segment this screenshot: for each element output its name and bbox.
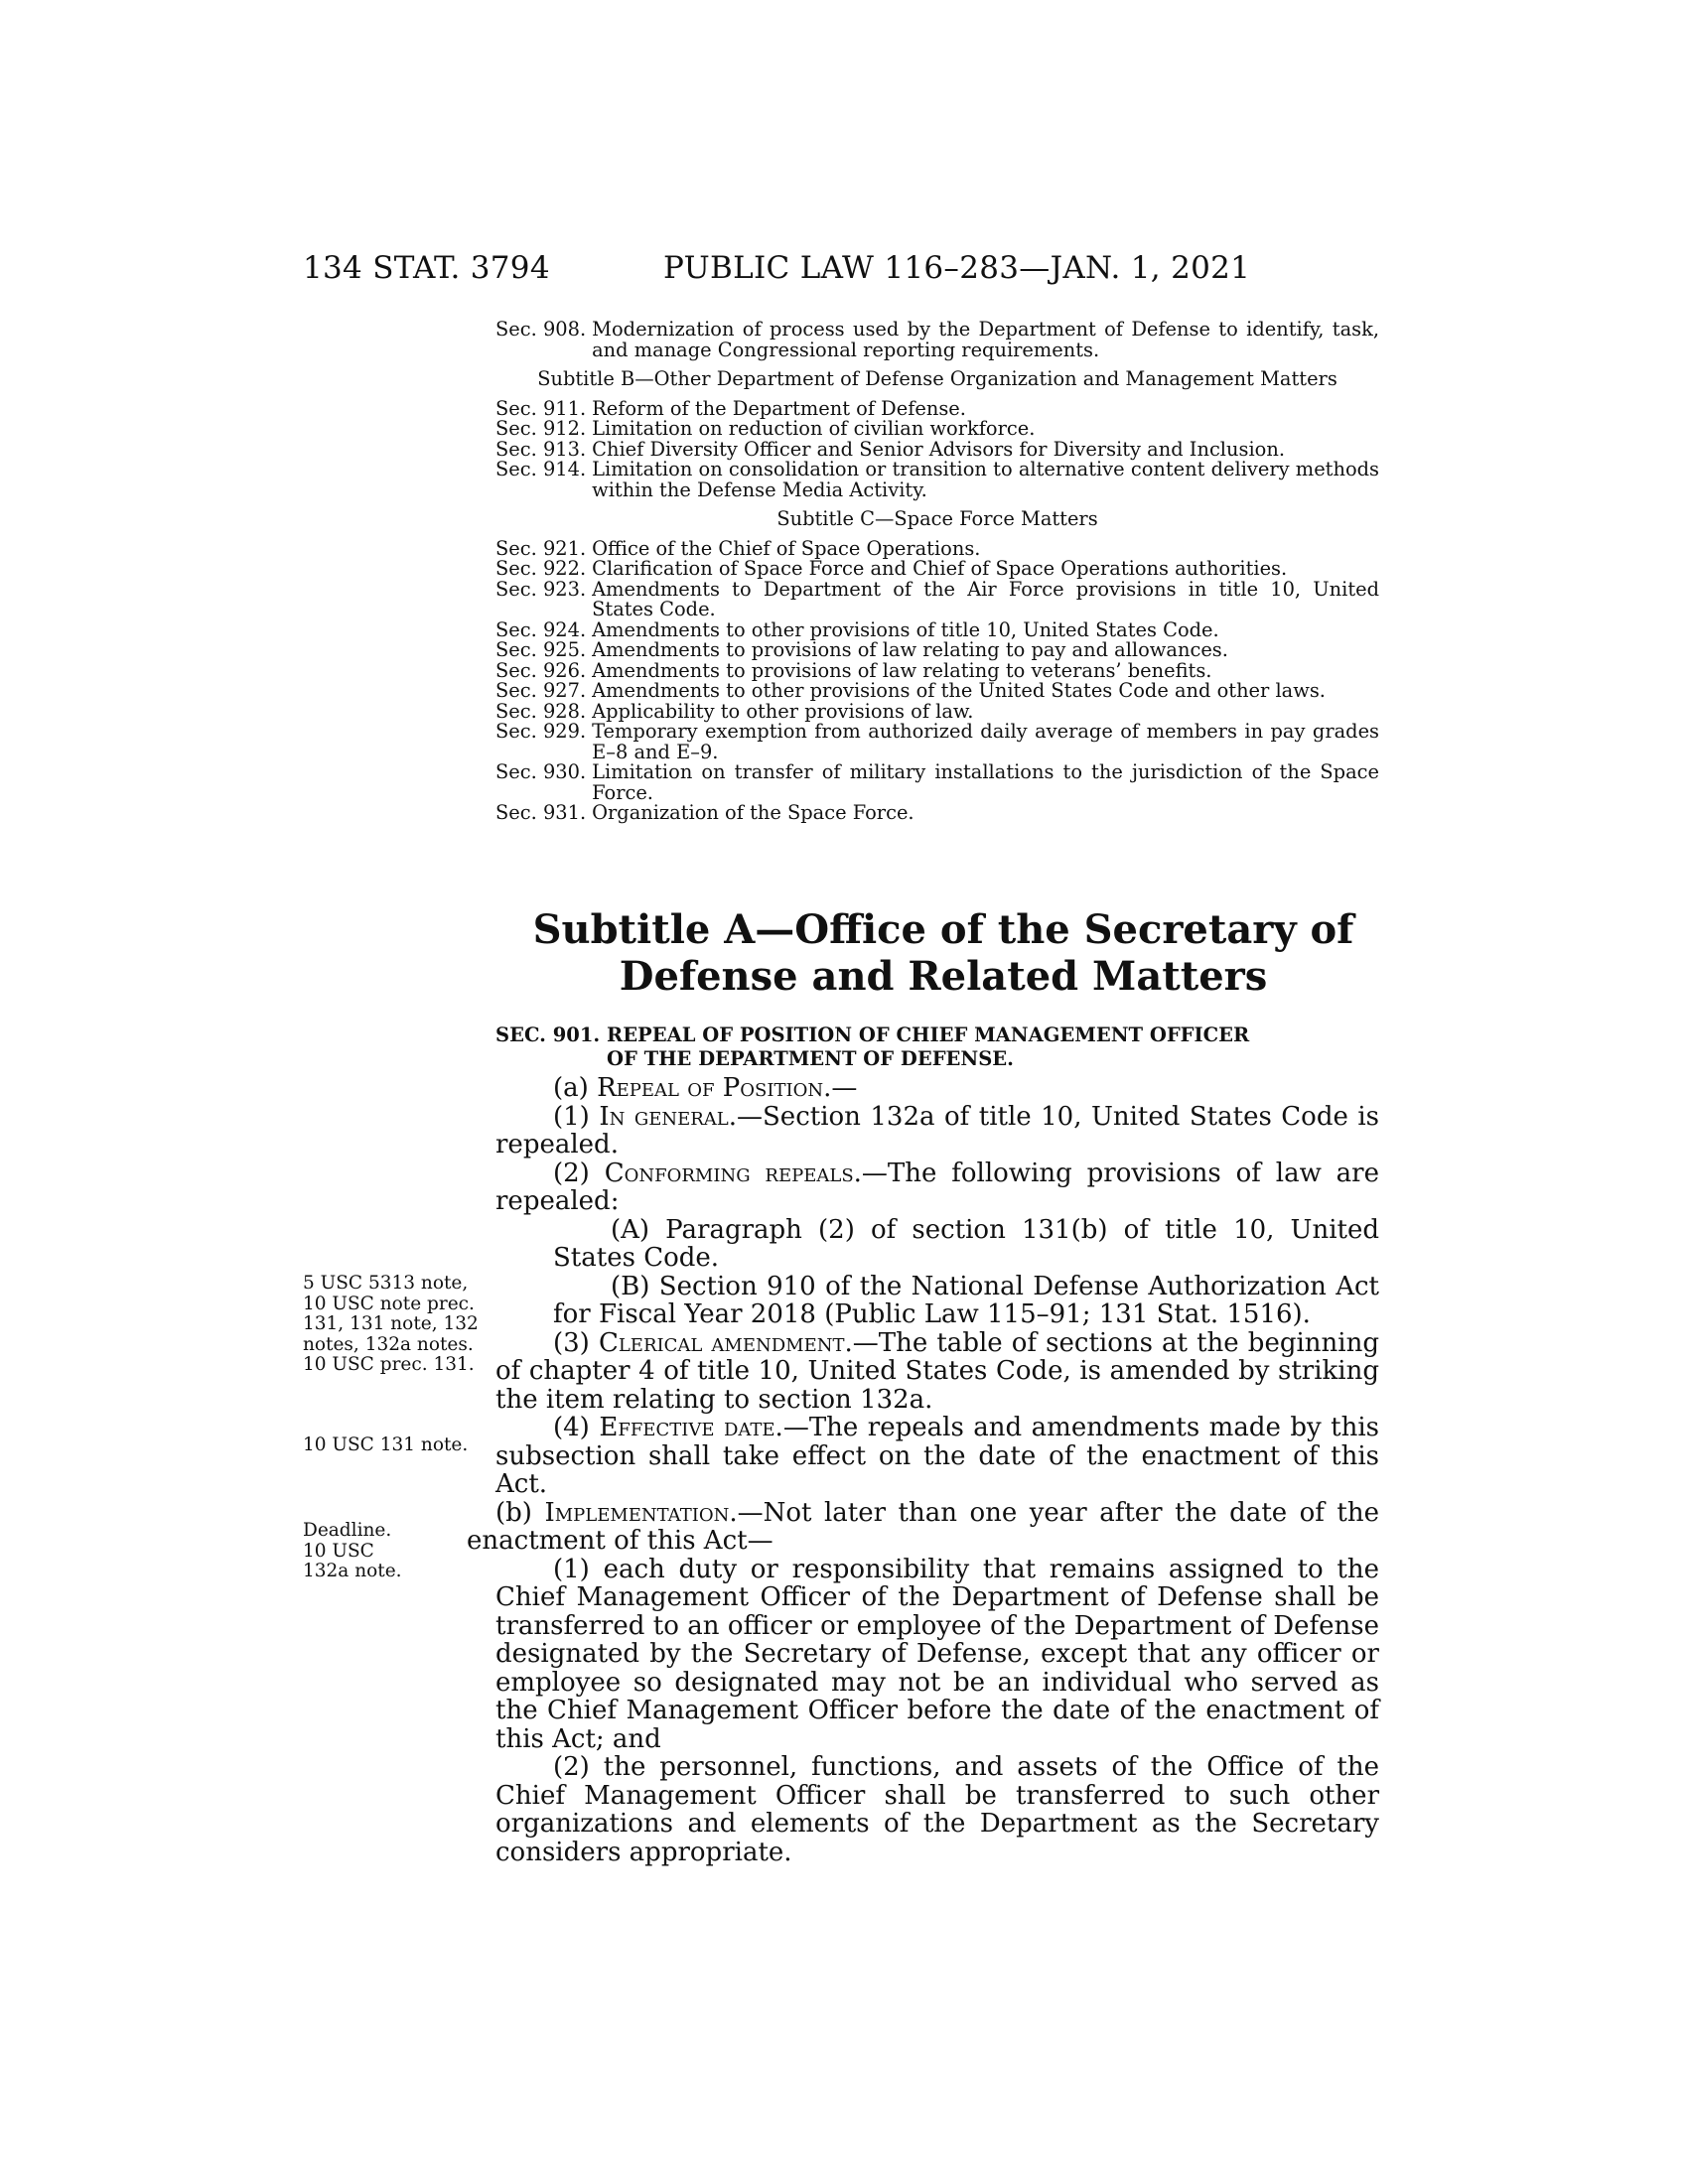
toc-entry-title: Applicability to other provisions of law.	[592, 699, 974, 723]
subsection-b	[467, 1499, 1379, 1556]
subsection-a-label: (a)	[553, 1073, 589, 1103]
toc-entry-number: Sec. 914.	[495, 458, 587, 480]
subtitle-a-line1: Subtitle A—Office of the Secretary of	[532, 906, 1354, 953]
subsection-b-paragraph-2: (2) the personnel, functions, and assets of the Office of the Chief Management Officer shall be transferred to such other organizations and elements of the Department as the Secretary considers appropriate.	[495, 1752, 1379, 1867]
toc-entry	[495, 577, 1379, 620]
paragraph-1-label: (1)	[553, 1101, 590, 1132]
toc-entry	[495, 437, 1379, 461]
paragraph-4-label: (4)	[553, 1413, 590, 1442]
toc-entry-title: Reform of the Department of Defense.	[592, 396, 966, 420]
subsection-a-head: Repeal of Position.—	[597, 1073, 858, 1103]
paragraph-4-head: Effective date.	[599, 1413, 783, 1442]
toc-entry	[495, 320, 1379, 360]
toc-entry-number: Sec. 930.	[495, 760, 587, 783]
toc-entry	[495, 559, 1379, 580]
paragraph-2-label: (2)	[553, 1158, 590, 1188]
toc-entry	[495, 396, 1379, 420]
paragraph-3-text: —The table of sections at the beginning of chapter 4 of title 10, United States Code, is amended by striking the item relating to section 132a.	[495, 1327, 1379, 1415]
subsection-a	[495, 1074, 1379, 1103]
paragraph-2-head: Conforming repeals.	[604, 1158, 862, 1188]
subsection-b-text: —Not later than one year after the date of the enactment of this Act—	[467, 1497, 1379, 1556]
toc-entry	[495, 803, 1379, 824]
toc-entry	[495, 617, 1379, 641]
toc-entry-number: Sec. 925.	[495, 638, 587, 661]
toc-entry-number: Sec. 908.	[495, 318, 587, 341]
paragraph-1-head: In general.	[599, 1101, 737, 1132]
toc-entry-title: Limitation on reduction of civilian workforce.	[592, 417, 1036, 440]
toc-entry	[495, 681, 1379, 702]
paragraph-2	[495, 1160, 1379, 1216]
toc-entry	[495, 699, 1379, 723]
margin-note-131-note: 10 USC 131 note.	[303, 1434, 469, 1455]
subparagraph-b: (B) Section 910 of the National Defense Authorization Act for Fiscal Year 2018 (Public Law 115–91; 131 Stat. 1516).	[553, 1271, 1379, 1329]
toc-entry-title: Amendments to Department of the Air Force provisions in title 10, United States Code.	[592, 577, 1379, 620]
toc-entry	[495, 419, 1379, 440]
toc-entry-title: Limitation on consolidation or transition to alternative content delivery methods within the Defense Media Activity.	[592, 458, 1379, 501]
margin-note-usc-citations: 5 USC 5313 note, 10 USC note prec. 131, 131 note, 132 notes, 132a notes. 10 USC prec. 131.	[303, 1273, 479, 1375]
table-of-contents	[495, 320, 1379, 824]
toc-entry-number: Sec. 924.	[495, 617, 587, 641]
section-body	[467, 1073, 1380, 1867]
toc-subtitle-b: Subtitle B—Other Department of Defense Organization and Management Matters	[537, 367, 1337, 390]
toc-entry	[495, 658, 1379, 682]
toc-entry	[495, 536, 1379, 560]
toc-subtitle-c: Subtitle C—Space Force Matters	[776, 507, 1098, 530]
paragraph-1-text: —Section 132a of title 10, United States Code is repealed.	[495, 1101, 1379, 1160]
paragraph-3	[495, 1329, 1379, 1415]
toc-entry-number: Sec. 928.	[495, 699, 587, 723]
toc-entry-title: Clarification of Space Force and Chief of Space Operations authorities.	[592, 557, 1288, 580]
paragraph-1	[495, 1103, 1379, 1160]
toc-entry-number: Sec. 912.	[495, 417, 587, 440]
toc-entry-title: Amendments to provisions of law relating to veterans’ benefits.	[592, 658, 1212, 682]
paragraph-3-head: Clerical amendment.	[598, 1327, 853, 1358]
toc-entry-title: Amendments to other provisions of title 10, United States Code.	[592, 617, 1219, 641]
toc-entry-number: Sec. 929.	[495, 720, 587, 743]
toc-entry	[495, 722, 1379, 762]
paragraph-3-label: (3)	[553, 1327, 590, 1358]
page-stat-citation: 134 STAT. 3794	[303, 250, 550, 286]
toc-entry-number: Sec. 913.	[495, 437, 587, 461]
section-heading-line1: SEC. 901. REPEAL OF POSITION OF CHIEF MANAGEMENT OFFICER	[495, 1024, 1250, 1046]
toc-entry-title: Amendments to other provisions of the United States Code and other laws.	[592, 679, 1326, 702]
toc-entry-title: Amendments to provisions of law relating to pay and allowances.	[592, 638, 1228, 661]
section-heading-line2: OF THE DEPARTMENT OF DEFENSE.	[607, 1047, 1014, 1070]
toc-entry-number: Sec. 921.	[495, 536, 587, 560]
subtitle-a-heading	[467, 906, 1420, 1000]
paragraph-4-text: —The repeals and amendments made by this subsection shall take effect on the date of the enactment of this Act.	[495, 1413, 1380, 1499]
subsection-b-paragraph-1: (1) each duty or responsibility that remains assigned to the Chief Management Officer of the Department of Defense shall be transferred to an officer or employee of the Department of Defense designated by the Secretary of Defense, except that any officer or employee so designated may not be an individual who served as the Chief Management Officer before the date of the enactment of this Act; and	[495, 1554, 1379, 1754]
toc-entry-number: Sec. 922.	[495, 557, 587, 580]
subsection-b-label: (b)	[495, 1497, 532, 1528]
toc-entry-title: Organization of the Space Force.	[592, 801, 914, 824]
paragraph-4	[495, 1414, 1379, 1499]
toc-entry-title: Office of the Chief of Space Operations.	[592, 536, 981, 560]
toc-entry-number: Sec. 926.	[495, 658, 587, 682]
subtitle-a-line2: Defense and Related Matters	[619, 953, 1268, 1000]
toc-entry-number: Sec. 923.	[495, 577, 587, 601]
toc-entry	[495, 460, 1379, 500]
toc-entry	[495, 640, 1379, 661]
toc-entry-title: Chief Diversity Officer and Senior Advisors for Diversity and Inclusion.	[592, 437, 1285, 461]
toc-entry-number: Sec. 931.	[495, 801, 587, 824]
section-heading	[495, 1024, 1379, 1071]
running-header-title: PUBLIC LAW 116–283—JAN. 1, 2021	[663, 250, 1251, 286]
subsection-b-head: Implementation.	[544, 1497, 738, 1528]
toc-entry	[495, 762, 1379, 803]
toc-entry-number: Sec. 927.	[495, 679, 587, 702]
toc-entry-title: Limitation on transfer of military installations to the jurisdiction of the Space Force.	[592, 760, 1379, 804]
subparagraph-a: (A) Paragraph (2) of section 131(b) of title 10, United States Code.	[553, 1214, 1379, 1273]
paragraph-2-text: —The following provisions of law are repealed:	[495, 1158, 1379, 1216]
margin-note-deadline: Deadline. 10 USC 132a note.	[303, 1520, 402, 1581]
toc-entry-title: Temporary exemption from authorized daily average of members in pay grades E–8 and E–9.	[592, 720, 1379, 763]
toc-entry-title: Modernization of process used by the Department of Defense to identify, task, and manage Congressional reporting requirements.	[592, 318, 1379, 361]
toc-entry-number: Sec. 911.	[495, 396, 587, 420]
